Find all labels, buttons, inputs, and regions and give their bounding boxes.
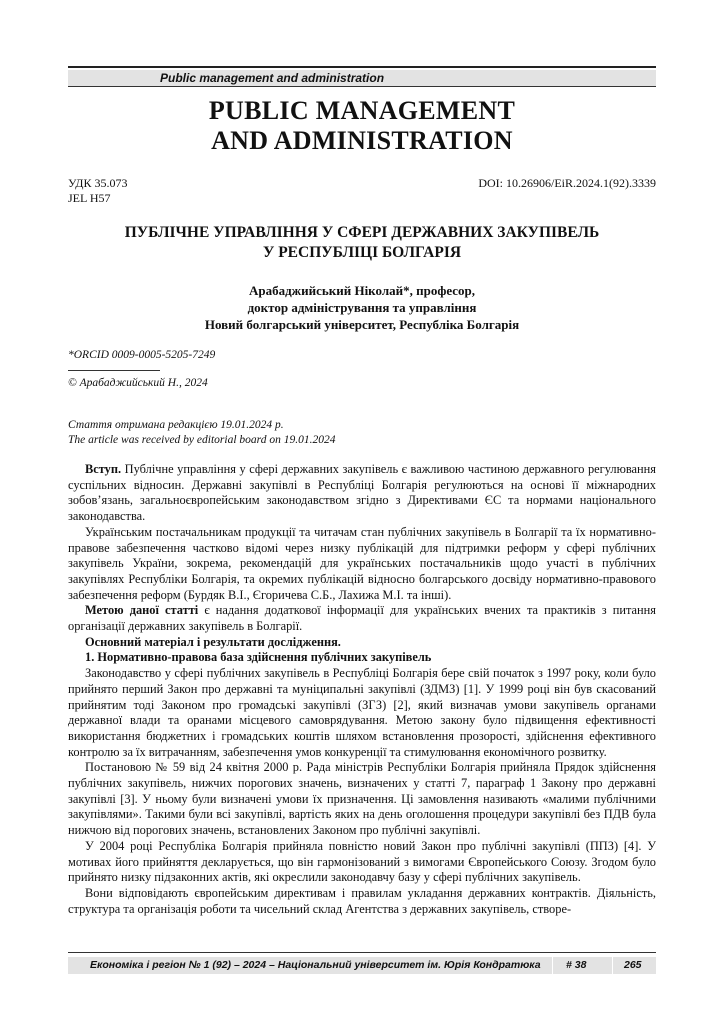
heading-main-material: Основний матеріал і результати дослідження. [85,634,341,649]
paragraph [68,839,656,886]
footnote-rule [68,370,160,371]
received-note-uk: Стаття отримана редакцією 19.01.2024 р. [68,419,284,431]
author-degree: доктор адміністрування та управління [247,300,477,315]
article-title [68,223,656,263]
section-title-line-2: AND ADMINISTRATION [211,126,513,155]
paragraph-lead: Вступ. [85,462,122,476]
footer-separator [612,957,613,974]
footer-issue: # 38 [566,959,587,971]
jel-code: JEL H57 [68,191,111,205]
page-number: 265 [624,959,642,971]
footer-separator [552,957,553,974]
footer-rule [68,952,656,953]
paragraph-intro [68,462,656,525]
footer-journal: Економіка і регіон № 1 (92) – 2024 – Національний університет ім. Юрія Кондратюка [90,959,541,971]
paragraph [68,666,656,760]
paragraph-text: Вони відповідають європейським директивам і правилам укладання державних контрактів. Діяльність, структура та організація роботи та чисельний склад Агентства з державних закупівель, створе- [68,885,656,916]
udk-code: УДК 35.073 [68,176,128,190]
article-title-line-2: У РЕСПУБЛІЦІ БОЛГАРІЯ [262,244,462,261]
copyright: © Арабаджийський Н., 2024 [68,377,208,389]
article-body [68,462,656,917]
paragraph-lead: Метою даної статті [85,603,199,618]
paragraph-text: Законодавство у сфері публічних закупівель в Республіці Болгарія бере свій початок з 1997 року, коли було прийнято перший Закон про державні та муніципальні закупівлі (ЗДМЗ) [1]. У 1999 році він був скасований прийнятим тоді Законом про громадські закупівлі (ЗГЗ) [2], який визначав умови закупівель органами державної влади та оранами місцевого самоврядування. Метою закону було підвищення ефективності використання бюджетних і громадських коштів шляхом встановлення прозорості, здійснення ефективного контролю за їх витрачанням, забезпечення умов конкуренції та стимулювання економічного розвитку. [68,666,656,759]
author-block [68,282,656,333]
paragraph-text: Публічне управління у сфері державних закупівель є важливою частиною державного регулювання суспільних відносин. Державні закупівлі в Республіці Болгарія регулюються на основі її міжнародних зобов’язань, загальноєвропейським законодавством згідно з Директивами ЄС та нормами національного законодавства. [68,462,656,524]
paragraph-text: Українським постачальникам продукції та читачам стан публічних закупівель в Болгарії та їх нормативно-правове забезпечення частково відомі через низку публікацій для підтримки реформ у сфері публічних закупівель України, зокрема, рекомендацій для українських постачальників щодо участі в публічних закупівлях Республіки Болгарія, та окремих публікацій відносно болгарського досвіду нормативно-правового забезпечення реформ (Бурдяк В.І., Єгоричева С.Б., Лахижа М.І. та інші). [68,524,656,602]
heading-section-1: 1. Нормативно-правова база здійснення публічних закупівель [85,650,432,665]
running-header: Public management and administration [160,71,385,85]
paragraph-text: Постановою № 59 від 24 квітня 2000 р. Рада міністрів Республіки Болгарія прийняла Прядок здійснення публічних закупівель, нижчих порогових значень, визначених у статті 7, параграф 1 Закону про державні закупівлі [3]. У ньому були визначені умови їх призначення. Ці замовлення називають «малими публічними закупівлями». Такими були всі закупівлі, вартість яких на день оголошення процедури закупівлі без ПДВ була нижчою від порогових значень, встановлених Законом про публічні закупівлі. [68,760,656,838]
paragraph [68,525,656,604]
orcid: *ORCID 0009-0005-5205-7249 [68,349,216,361]
section-title-line-1: PUBLIC MANAGEMENT [208,96,516,125]
paragraph [68,886,656,917]
paragraph-text: є надання додаткової інформації для українських вчених та практиків з питання організації державних закупівель в Болгарії. [68,603,656,634]
author-affiliation: Новий болгарський університет, Республіка Болгарія [204,317,520,332]
received-note [68,418,335,447]
doi: DOI: 10.26906/EiR.2024.1(92).3339 [478,176,656,190]
received-note-en: The article was received by editorial board on 19.01.2024 [68,433,336,446]
paragraph-aim [68,603,656,634]
author-name: Арабаджийський Ніколай*, професор, [248,283,475,298]
paragraph-text: У 2004 році Республіка Болгарія прийняла повністю новий Закон про публічні закупівлі (ППЗ) [4]. У мотивах його прийняття декларується, що він гармонізований з вимогами Європейського Союзу. Згодом було прийнято низку підзаконних актів, які окреслили законодавчу базу у сфері публічних закупівель. [68,838,656,885]
section-title [68,96,656,156]
header-top-rule [68,66,656,68]
article-title-line-1: ПУБЛІЧНЕ УПРАВЛІННЯ У СФЕРІ ДЕРЖАВНИХ ЗАКУПІВЕЛЬ [124,224,600,241]
paragraph [68,760,656,839]
